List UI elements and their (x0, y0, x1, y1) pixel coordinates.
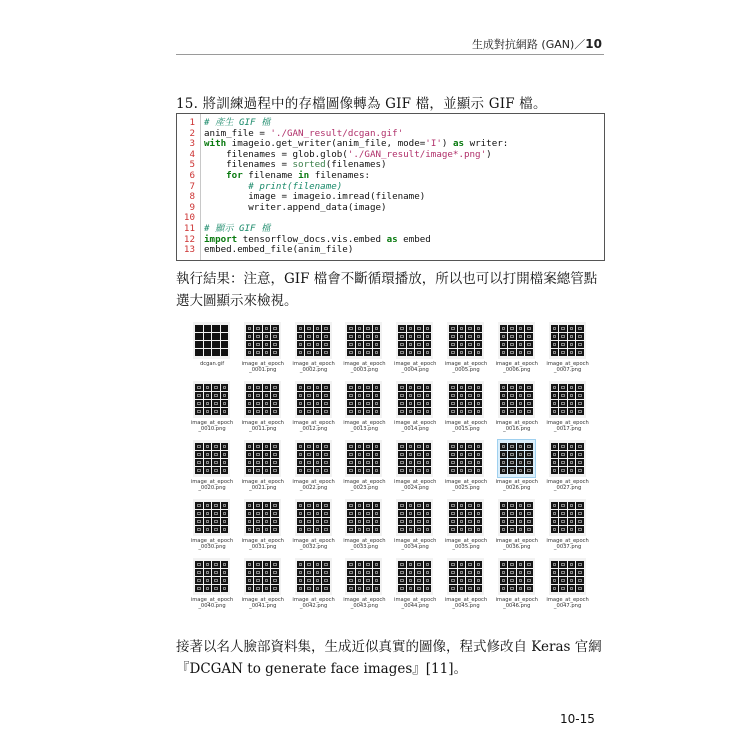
line-number: 1 (189, 117, 195, 128)
file-thumbnail-item[interactable] (340, 558, 388, 614)
thumbnail-image (295, 499, 332, 536)
thumbnail-image (549, 322, 586, 359)
thumbnail-image (396, 440, 433, 477)
thumbnail-image (498, 322, 535, 359)
thumbnail-image (549, 440, 586, 477)
file-name-label: image_at_epoch _0001.png (241, 361, 284, 374)
step-instruction: 15. 將訓練過程中的存檔圖像轉為 GIF 檔，並顯示 GIF 檔。 (176, 96, 547, 112)
line-number: 9 (189, 201, 195, 213)
file-thumbnail-item[interactable] (493, 381, 541, 437)
running-header (176, 34, 604, 55)
file-thumbnail-item[interactable] (290, 322, 338, 378)
thumbnail-image (193, 558, 230, 595)
thumbnail-image (549, 558, 586, 595)
thumbnail-image (498, 381, 535, 418)
code-line: 12 import tensorflow_docs.vis.embed as embed (177, 235, 431, 246)
code-line: 1 # 產生 GIF 檔 (177, 118, 270, 129)
thumbnail-image (345, 440, 382, 477)
file-thumbnail-item[interactable] (290, 558, 338, 614)
file-name-label: image_at_epoch _0020.png (190, 479, 234, 492)
thumbnail-image (447, 440, 484, 477)
file-thumbnail-item[interactable] (340, 322, 388, 378)
file-name-label: image_at_epoch _0035.png (444, 538, 488, 551)
file-thumbnail-item[interactable] (544, 558, 592, 614)
file-name-label: image_at_epoch _0026.png (495, 479, 538, 492)
file-thumbnail-item[interactable] (544, 322, 592, 378)
file-name-label: image_at_epoch _0005.png (444, 361, 488, 374)
line-number: 7 (189, 180, 195, 192)
file-thumbnail-item[interactable] (290, 440, 338, 496)
code-line: 6 for filename in filenames: (177, 171, 370, 182)
thumbnail-image (447, 558, 484, 595)
file-thumbnail-item[interactable] (493, 440, 541, 496)
code-line: 13 embed.embed_file(anim_file) (177, 245, 353, 256)
line-number: 12 (183, 233, 195, 245)
file-name-label: image_at_epoch _0025.png (444, 479, 488, 492)
file-name-label: image_at_epoch _0044.png (394, 597, 437, 610)
file-name-label: image_at_epoch _0010.png (190, 420, 234, 433)
thumbnail-image (345, 558, 382, 595)
result-paragraph: 執行結果：注意，GIF 檔會不斷循環播放，所以也可以打開檔案總管點選大圖顯示來檢視。 (176, 271, 598, 309)
thumbnail-image (295, 322, 332, 359)
code-line: 3 with imageio.get_writer(anim_file, mode='I') as writer: (177, 139, 508, 150)
thumbnail-image (345, 322, 382, 359)
thumbnail-image (345, 381, 382, 418)
thumbnail-image (295, 440, 332, 477)
line-number: 4 (189, 148, 195, 160)
thumbnail-image (498, 558, 535, 595)
file-name-label: image_at_epoch _0040.png (190, 597, 234, 610)
thumbnail-image (193, 440, 230, 477)
file-name-label: image_at_epoch _0032.png (292, 538, 335, 551)
file-name-label: image_at_epoch _0016.png (495, 420, 538, 433)
thumbnail-image (549, 499, 586, 536)
file-thumbnail-item[interactable] (442, 381, 490, 437)
header-chapter-title: 生成對抗網路 (GAN)／ (471, 38, 586, 51)
file-thumbnail-item[interactable] (442, 499, 490, 555)
next-paragraph: 接著以名人臉部資料集，生成近似真實的圖像，程式修改自 Keras 官網『DCGAN to generate face images』[11]。 (176, 639, 602, 677)
thumbnail-image (396, 381, 433, 418)
file-thumbnail-item[interactable] (340, 499, 388, 555)
thumbnail-image (193, 499, 230, 536)
file-thumbnail-item[interactable] (188, 322, 236, 378)
file-name-label: image_at_epoch _0013.png (343, 420, 386, 433)
line-number: 2 (189, 127, 195, 139)
thumbnail-image (244, 499, 281, 536)
thumbnail-image (244, 440, 281, 477)
file-name-label: image_at_epoch _0002.png (292, 361, 335, 374)
file-name-label: image_at_epoch _0014.png (394, 420, 437, 433)
file-name-label: image_at_epoch _0023.png (343, 479, 386, 492)
thumbnail-image (345, 499, 382, 536)
line-number: 10 (183, 212, 195, 224)
thumbnail-image (396, 499, 433, 536)
file-name-label: image_at_epoch _0021.png (241, 479, 284, 492)
file-name-label: image_at_epoch _0033.png (343, 538, 386, 551)
file-name-label: image_at_epoch _0045.png (444, 597, 488, 610)
file-name-label: image_at_epoch _0036.png (495, 538, 538, 551)
file-thumbnail-item[interactable] (442, 440, 490, 496)
file-thumbnail-item[interactable] (442, 558, 490, 614)
file-thumbnail-item[interactable] (391, 322, 439, 378)
thumbnail-image (295, 381, 332, 418)
page-number: 10-15 (560, 712, 595, 726)
file-name-label: image_at_epoch _0037.png (546, 538, 589, 551)
file-thumbnail-item[interactable] (188, 381, 236, 437)
file-thumbnail-item[interactable] (239, 558, 287, 614)
file-thumbnail-item[interactable] (391, 440, 439, 496)
line-number: 8 (189, 191, 195, 203)
thumbnail-image (447, 499, 484, 536)
line-number: 11 (183, 223, 195, 234)
line-number: 3 (189, 138, 195, 150)
header-title (472, 36, 602, 52)
file-name-label: image_at_epoch _0041.png (241, 597, 284, 610)
file-thumbnail-item[interactable] (290, 499, 338, 555)
thumbnail-image (244, 381, 281, 418)
file-name-label: image_at_epoch _0043.png (343, 597, 386, 610)
file-thumbnail-item[interactable] (188, 558, 236, 614)
file-thumbnail-item[interactable] (239, 440, 287, 496)
file-explorer-gallery (188, 322, 598, 622)
code-line: 11 # 顯示 GIF 檔 (177, 224, 270, 235)
file-name-label: image_at_epoch _0004.png (394, 361, 437, 374)
file-name-label: image_at_epoch _0042.png (292, 597, 335, 610)
code-block (176, 113, 605, 261)
code-line: 4 filenames = glob.glob('./GAN_result/image*.png') (177, 150, 492, 161)
file-name-label: image_at_epoch _0017.png (546, 420, 589, 433)
thumbnail-image (244, 558, 281, 595)
code-line: 8 image = imageio.imread(filename) (177, 192, 425, 203)
code-line: 2 anim_file = './GAN_result/dcgan.gif' (177, 129, 403, 140)
file-name-label: image_at_epoch _0012.png (292, 420, 335, 433)
file-name-label: image_at_epoch _0007.png (546, 361, 589, 374)
thumbnail-image (244, 322, 281, 359)
thumbnail-image (447, 322, 484, 359)
thumbnail-image (498, 499, 535, 536)
file-thumbnail-item[interactable] (290, 381, 338, 437)
file-thumbnail-item[interactable] (340, 381, 388, 437)
file-name-label: image_at_epoch _0006.png (495, 361, 538, 374)
file-thumbnail-item[interactable] (188, 499, 236, 555)
thumbnail-image (193, 322, 230, 359)
line-number: 5 (189, 159, 195, 171)
file-thumbnail-item[interactable] (493, 322, 541, 378)
file-name-label: image_at_epoch _0011.png (241, 420, 284, 433)
thumbnail-image (549, 381, 586, 418)
file-name-label: image_at_epoch _0034.png (394, 538, 437, 551)
file-thumbnail-item[interactable] (493, 499, 541, 555)
file-name-label: image_at_epoch _0030.png (190, 538, 234, 551)
thumbnail-image (498, 440, 535, 477)
file-name-label: image_at_epoch _0003.png (343, 361, 386, 374)
file-thumbnail-item[interactable] (239, 322, 287, 378)
file-name-label: image_at_epoch _0047.png (546, 597, 589, 610)
file-name-label: image_at_epoch _0027.png (546, 479, 589, 492)
file-thumbnail-item[interactable] (188, 440, 236, 496)
file-thumbnail-item[interactable] (544, 499, 592, 555)
thumbnail-image (396, 558, 433, 595)
file-name-label: image_at_epoch _0031.png (241, 538, 284, 551)
file-thumbnail-item[interactable] (391, 558, 439, 614)
file-thumbnail-item[interactable] (442, 322, 490, 378)
file-name-label: dcgan.gif (199, 361, 225, 367)
file-thumbnail-item[interactable] (493, 558, 541, 614)
header-chapter-number: 10 (585, 37, 602, 51)
file-name-label: image_at_epoch _0046.png (495, 597, 538, 610)
file-thumbnail-item[interactable] (239, 499, 287, 555)
file-thumbnail-item[interactable] (239, 381, 287, 437)
file-thumbnail-item[interactable] (544, 440, 592, 496)
code-line: 9 writer.append_data(image) (177, 203, 387, 214)
line-number: 6 (189, 170, 195, 181)
file-thumbnail-item[interactable] (544, 381, 592, 437)
thumbnail-image (447, 381, 484, 418)
file-name-label: image_at_epoch _0015.png (444, 420, 488, 433)
code-line: 5 filenames = sorted(filenames) (177, 160, 387, 171)
code-line: 7 # print(filename) (177, 182, 342, 193)
file-name-label: image_at_epoch _0024.png (394, 479, 437, 492)
line-number: 13 (183, 244, 195, 256)
file-thumbnail-item[interactable] (340, 440, 388, 496)
thumbnail-image (193, 381, 230, 418)
thumbnail-image (396, 322, 433, 359)
file-thumbnail-item[interactable] (391, 499, 439, 555)
file-name-label: image_at_epoch _0022.png (292, 479, 335, 492)
file-thumbnail-item[interactable] (391, 381, 439, 437)
thumbnail-image (295, 558, 332, 595)
